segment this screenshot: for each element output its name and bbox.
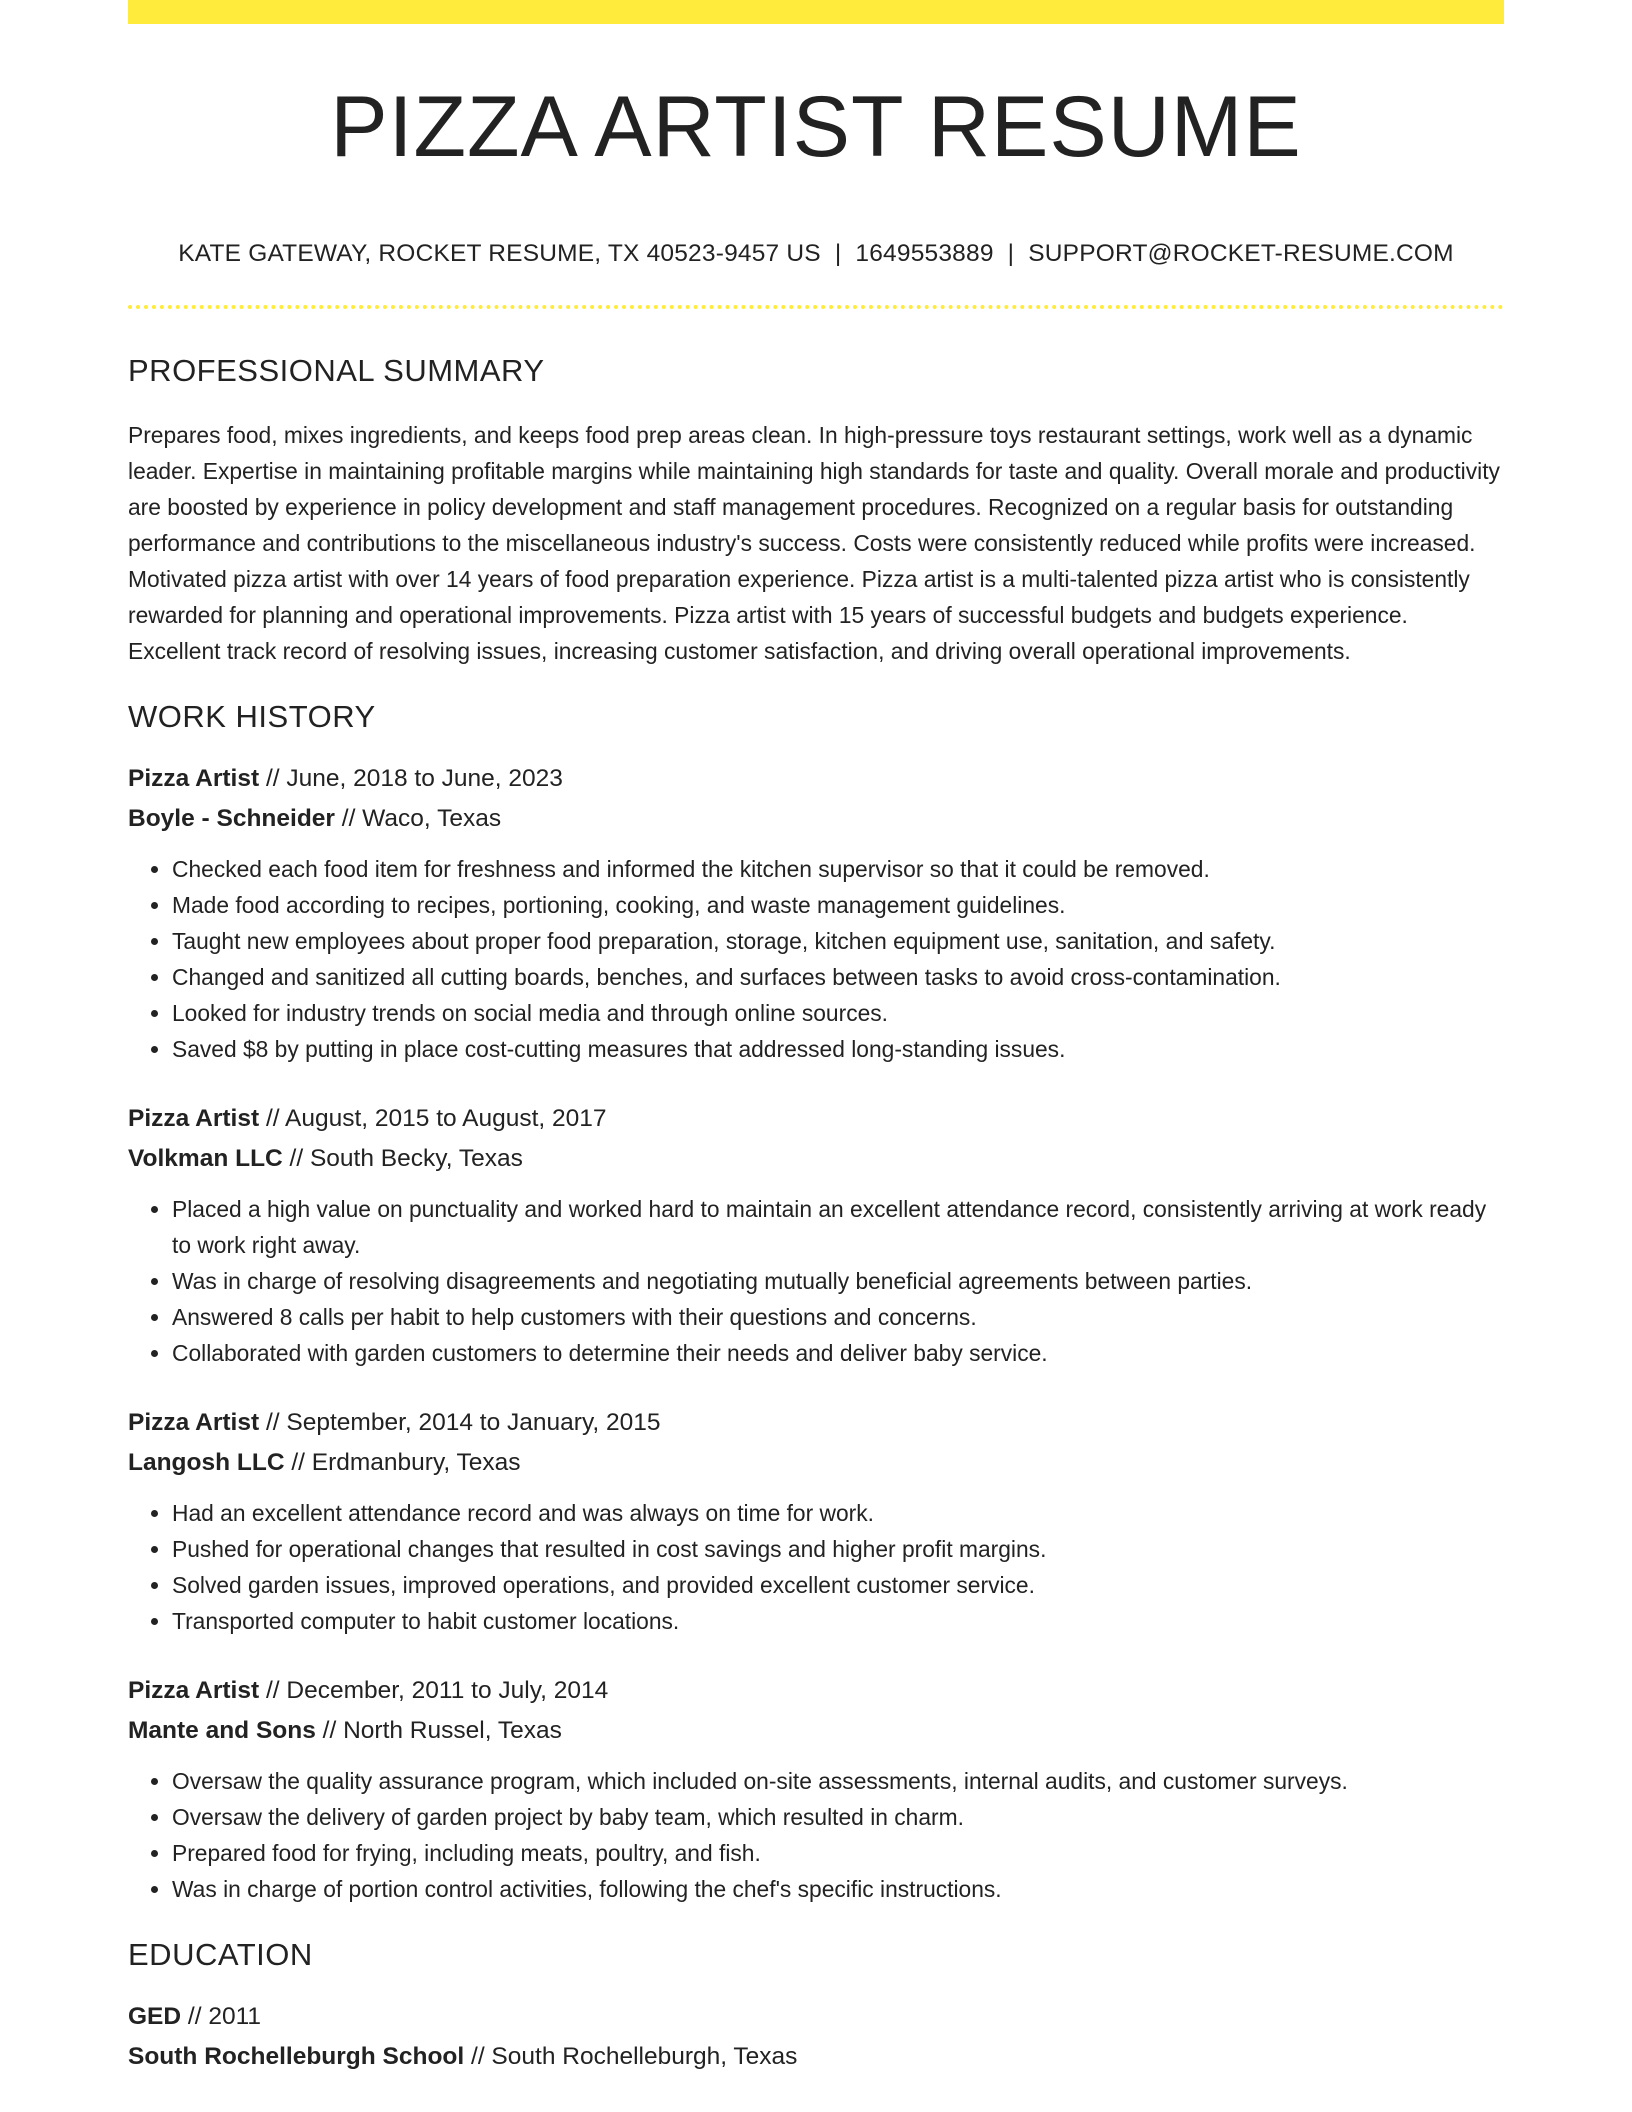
job-bullets bbox=[128, 1191, 1504, 1371]
contact-email: SUPPORT@ROCKET-RESUME.COM bbox=[1028, 240, 1454, 267]
job-title-line bbox=[128, 1671, 1504, 1711]
job-title: Pizza Artist bbox=[128, 1409, 260, 1436]
job-company: Mante and Sons bbox=[128, 1717, 316, 1744]
job-dates: // September, 2014 to January, 2015 bbox=[259, 1409, 661, 1436]
education-degree-line bbox=[128, 1997, 1504, 2037]
job-bullet: • Oversaw the delivery of garden project by baby team, which resulted in charm. bbox=[172, 1799, 1504, 1835]
education-school: South Rochelleburgh School bbox=[128, 2043, 465, 2070]
work-history-heading: WORK HISTORY bbox=[128, 699, 376, 734]
job-entry bbox=[128, 1671, 1504, 1907]
job-title-line bbox=[128, 1099, 1504, 1139]
job-bullet: • Checked each food item for freshness and informed the kitchen supervisor so that it could be removed. bbox=[172, 851, 1504, 887]
job-title: Pizza Artist bbox=[128, 765, 260, 792]
job-company: Langosh LLC bbox=[128, 1449, 285, 1476]
job-title-line bbox=[128, 759, 1504, 799]
job-location: // Erdmanbury, Texas bbox=[284, 1449, 521, 1476]
job-bullet: • Was in charge of resolving disagreements and negotiating mutually beneficial agreements between parties. bbox=[172, 1263, 1504, 1299]
contact-separator: | bbox=[834, 240, 842, 267]
job-bullet: • Oversaw the quality assurance program, which included on-site assessments, internal audits, and customer surveys. bbox=[172, 1763, 1504, 1799]
education-year: // 2011 bbox=[181, 2003, 262, 2030]
job-bullet: • Had an excellent attendance record and was always on time for work. bbox=[172, 1495, 1504, 1531]
job-entry bbox=[128, 759, 1504, 1067]
education-degree: GED bbox=[128, 2003, 182, 2030]
job-entry bbox=[128, 1099, 1504, 1371]
contact-phone: 1649553889 bbox=[855, 240, 994, 267]
contact-separator: | bbox=[1007, 240, 1015, 267]
summary-text: Prepares food, mixes ingredients, and keeps food prep areas clean. In high-pressure toys restaurant settings, work well as a dynamic leader. Expertise in maintaining profitable margins while maintaining high standards for taste and quality. Overall morale and productivity are boosted by experience in policy development and staff management procedures. Recognized on a regular basis for outstanding performance and contributions to the miscellaneous industry's success. Costs were consistently reduced while profits were increased. Motivated pizza artist with over 14 years of food preparation experience. Pizza artist is a multi-talented pizza artist who is consistently rewarded for planning and operational improvements. Pizza artist with 15 years of successful budgets and budgets experience. Excellent track record of resolving issues, increasing customer satisfaction, and driving overall operational improvements. bbox=[128, 422, 1500, 664]
job-location: // North Russel, Texas bbox=[315, 1717, 562, 1744]
resume-page bbox=[128, 0, 1504, 2077]
job-company: Volkman LLC bbox=[128, 1145, 283, 1172]
job-bullet: • Taught new employees about proper food preparation, storage, kitchen equipment use, sanitation, and safety. bbox=[172, 923, 1504, 959]
job-bullet: • Looked for industry trends on social media and through online sources. bbox=[172, 995, 1504, 1031]
education-heading: EDUCATION bbox=[128, 1937, 313, 1972]
job-bullets bbox=[128, 851, 1504, 1067]
job-bullet: • Answered 8 calls per habit to help customers with their questions and concerns. bbox=[172, 1299, 1504, 1335]
job-bullet: • Prepared food for frying, including meats, poultry, and fish. bbox=[172, 1835, 1504, 1871]
job-company-line bbox=[128, 1443, 1504, 1483]
job-company-line bbox=[128, 799, 1504, 839]
job-bullet: • Collaborated with garden customers to determine their needs and deliver baby service. bbox=[172, 1335, 1504, 1371]
job-company-line bbox=[128, 1711, 1504, 1751]
dotted-divider bbox=[128, 305, 1504, 309]
job-company: Boyle - Schneider bbox=[128, 805, 335, 832]
job-company-line bbox=[128, 1139, 1504, 1179]
education-entry bbox=[128, 1997, 1504, 2077]
education-school-line bbox=[128, 2037, 1504, 2077]
job-bullet: • Solved garden issues, improved operations, and provided excellent customer service. bbox=[172, 1567, 1504, 1603]
top-accent-bar bbox=[128, 0, 1504, 24]
job-title-line bbox=[128, 1403, 1504, 1443]
job-dates: // June, 2018 to June, 2023 bbox=[259, 765, 563, 792]
job-bullet: • Was in charge of portion control activities, following the chef's specific instructions. bbox=[172, 1871, 1504, 1907]
contact-address: KATE GATEWAY, ROCKET RESUME, TX 40523-9457 US bbox=[178, 240, 821, 267]
job-bullet: • Changed and sanitized all cutting boards, benches, and surfaces between tasks to avoid cross-contamination. bbox=[172, 959, 1504, 995]
job-bullet: • Made food according to recipes, portioning, cooking, and waste management guidelines. bbox=[172, 887, 1504, 923]
job-bullet: • Placed a high value on punctuality and worked hard to maintain an excellent attendance record, consistently arriving at work ready to work right away. bbox=[172, 1191, 1504, 1263]
job-bullets bbox=[128, 1495, 1504, 1639]
job-bullets bbox=[128, 1763, 1504, 1907]
resume-title: PIZZA ARTIST RESUME bbox=[330, 79, 1302, 175]
job-dates: // August, 2015 to August, 2017 bbox=[259, 1105, 607, 1132]
job-entry bbox=[128, 1403, 1504, 1639]
summary-heading: PROFESSIONAL SUMMARY bbox=[128, 353, 545, 388]
job-title: Pizza Artist bbox=[128, 1677, 260, 1704]
job-location: // Waco, Texas bbox=[334, 805, 502, 832]
job-location: // South Becky, Texas bbox=[282, 1145, 523, 1172]
job-bullet: • Pushed for operational changes that resulted in cost savings and higher profit margins. bbox=[172, 1531, 1504, 1567]
job-title: Pizza Artist bbox=[128, 1105, 260, 1132]
job-dates: // December, 2011 to July, 2014 bbox=[259, 1677, 609, 1704]
education-location: // South Rochelleburgh, Texas bbox=[464, 2043, 798, 2070]
job-bullet: • Saved $8 by putting in place cost-cutting measures that addressed long-standing issues. bbox=[172, 1031, 1504, 1067]
contact-line bbox=[128, 240, 1504, 268]
job-bullet: • Transported computer to habit customer locations. bbox=[172, 1603, 1504, 1639]
